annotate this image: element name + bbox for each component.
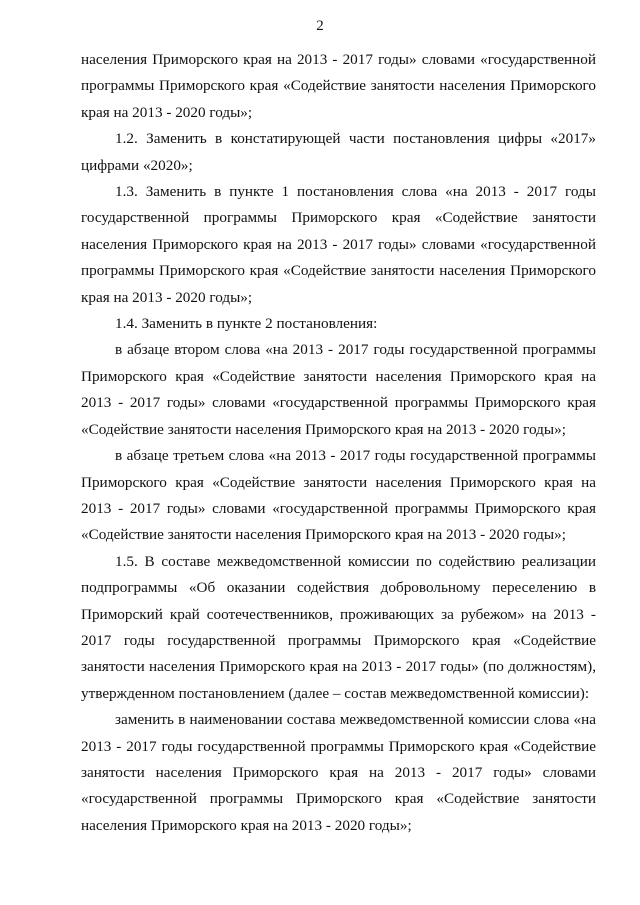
paragraph-1-4-abzac-2: в абзаце втором слова «на 2013 - 2017 годы государственной программы Приморского края «Содействие занятости населения Приморского края на 2013 - 2017 годы» словами «государственной программы Приморского края «Содействие занятости населения Приморского края на 2013 - 2020 годы»;	[81, 341, 596, 438]
paragraph-1-2: 1.2. Заменить в констатирующей части постановления цифры «2017» цифрами «2020»;	[81, 130, 596, 174]
paragraph-1-4-abzac-3: в абзаце третьем слова «на 2013 - 2017 годы государственной программы Приморского края «Содействие занятости населения Приморского края на 2013 - 2017 годы» словами «государственной программы Приморского края «Содействие занятости населения Приморского края на 2013 - 2020 годы»;	[81, 447, 596, 544]
paragraph-1-3: 1.3. Заменить в пункте 1 постановления слова «на 2013 - 2017 годы государственной программы Приморского края «Содействие занятости населения Приморского края на 2013 - 2017 годы» словами «государственной программы Приморского края «Содействие занятости населения Приморского края на 2013 - 2020 годы»;	[81, 183, 596, 306]
paragraph-1-5: 1.5. В составе межведомственной комиссии по содействию реализации подпрограммы «Об оказании содействия добровольному переселению в Приморский край соотечественников, проживающих за рубежом» на 2013 - 2017 годы государственной программы Приморского края «Содействие занятости населения Приморского края на 2013 - 2017 годы» (по должностям), утвержденном постановлением (далее – состав межведомственной комиссии):	[81, 552, 596, 702]
page-number: 2	[316, 18, 324, 34]
paragraph-1-4: 1.4. Заменить в пункте 2 постановления:	[115, 315, 378, 333]
paragraph-continuation: населения Приморского края на 2013 - 2017 годы» словами «государственной программы Приморского края «Содействие занятости населения Приморского края на 2013 - 2020 годы»;	[81, 51, 596, 121]
paragraph-1-5-replace: заменить в наименовании состава межведомственной комиссии слова «на 2013 - 2017 годы государственной программы Приморского края «Содействие занятости населения Приморского края на 2013 - 2017 годы» словами «государственной программы Приморского края «Содействие занятости населения Приморского края на 2013 - 2020 годы»;	[81, 711, 596, 834]
document-body	[81, 47, 596, 839]
